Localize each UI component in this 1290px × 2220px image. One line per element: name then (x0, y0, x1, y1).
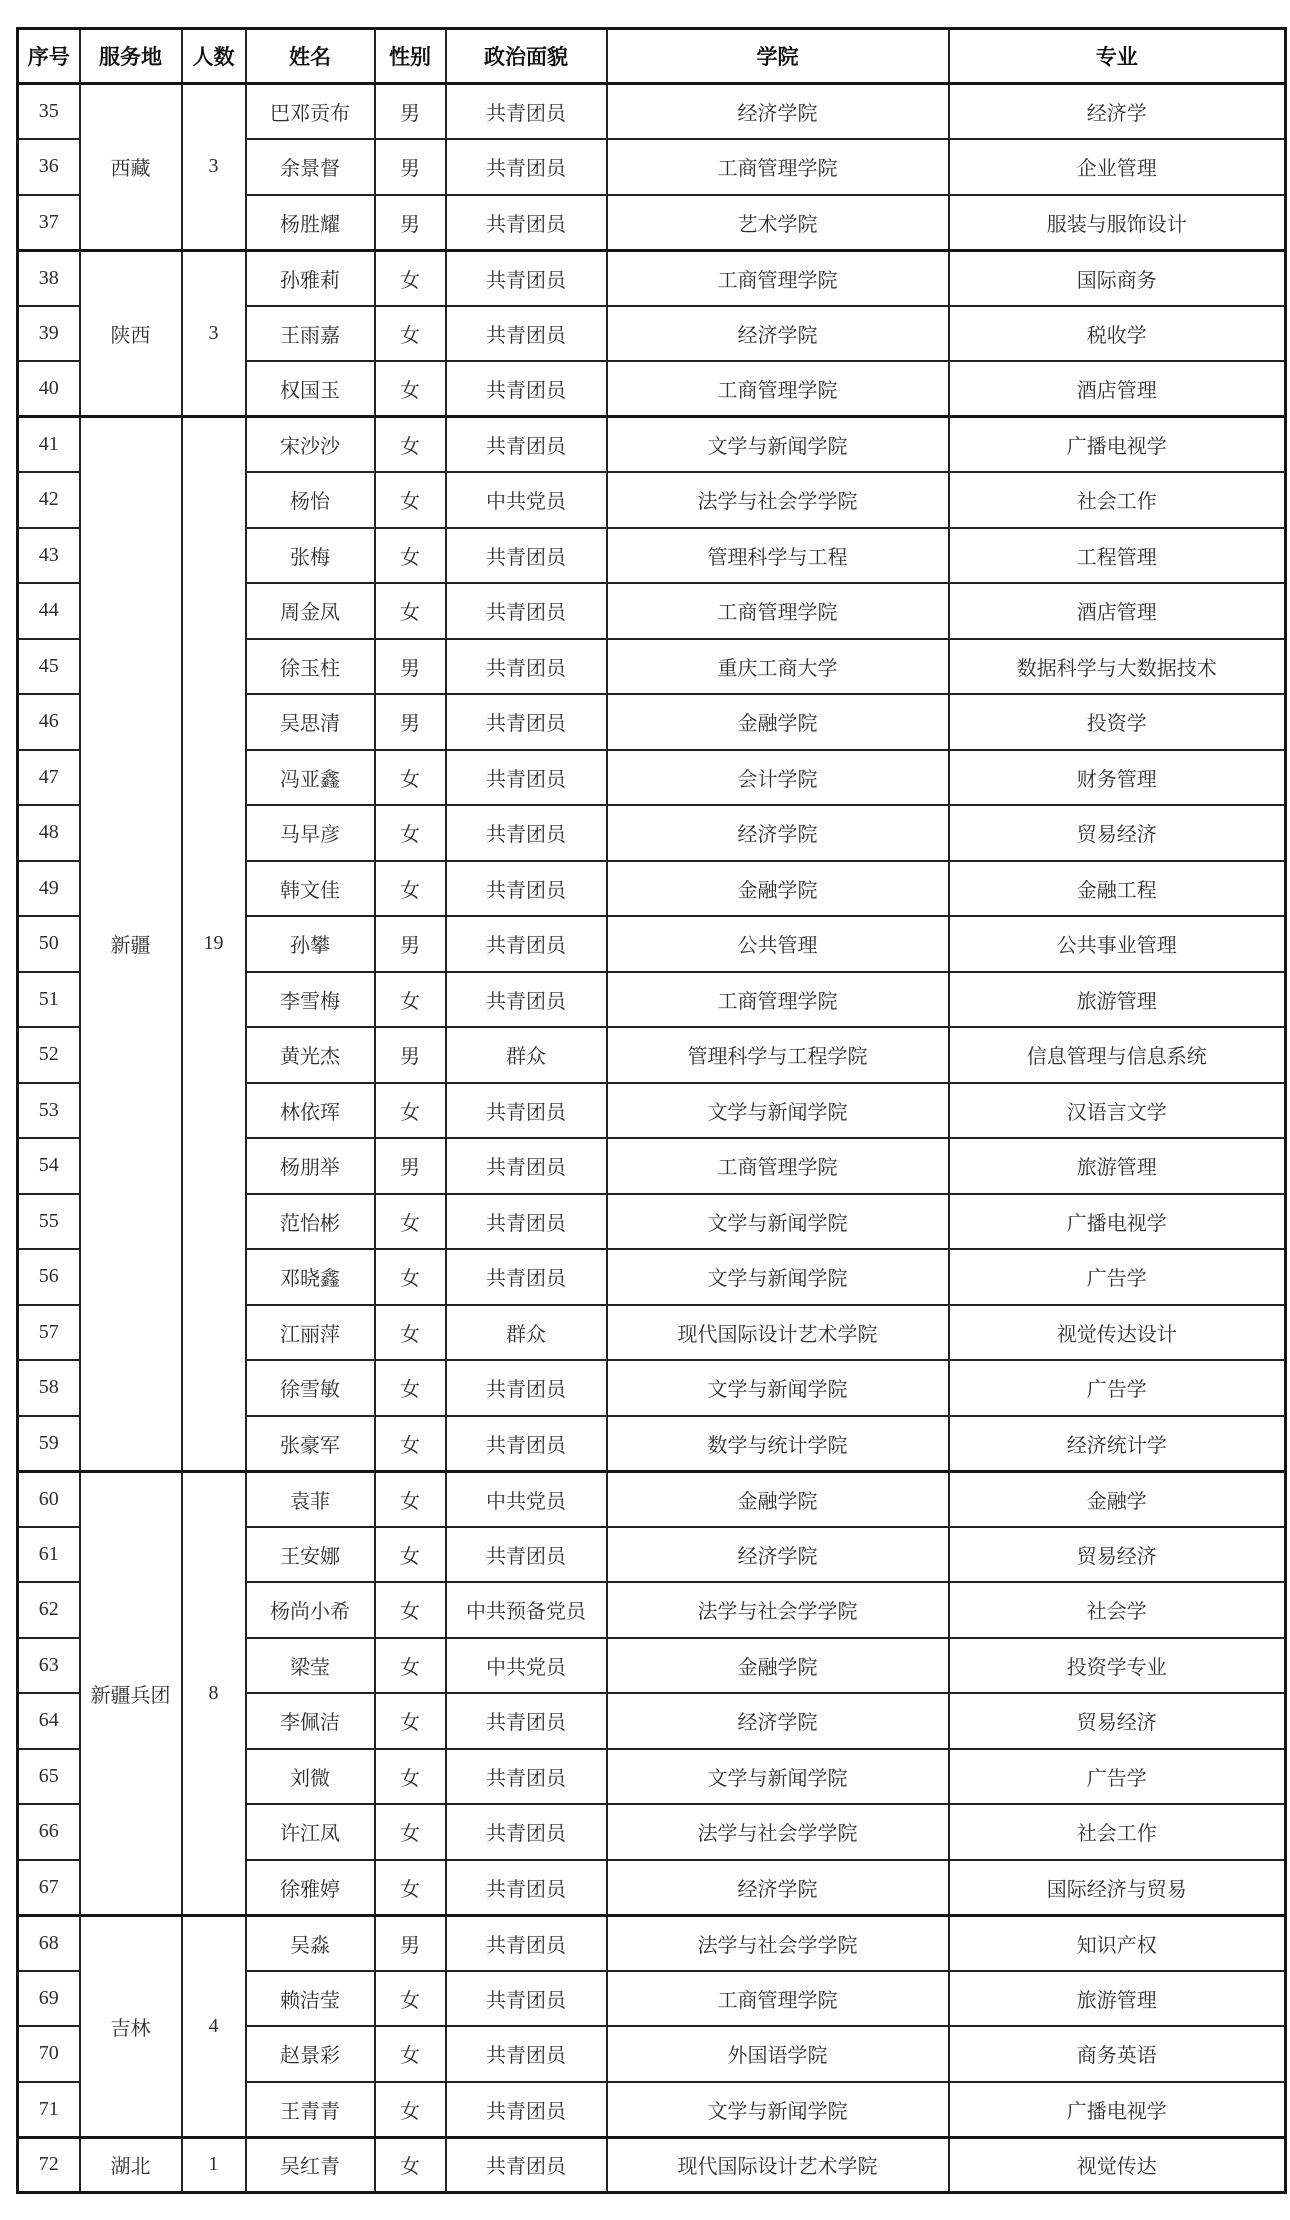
cell-name: 马早彦 (246, 805, 375, 861)
cell-politics: 群众 (446, 1027, 607, 1083)
cell-politics: 共青团员 (446, 1693, 607, 1749)
cell-region: 新疆兵团 (80, 1471, 182, 1915)
cell-college: 文学与新闻学院 (607, 417, 949, 473)
cell-gender: 男 (375, 916, 446, 972)
cell-gender: 女 (375, 1471, 446, 1527)
cell-gender: 女 (375, 1693, 446, 1749)
cell-college: 金融学院 (607, 861, 949, 917)
cell-gender: 女 (375, 1638, 446, 1694)
cell-gender: 女 (375, 2137, 446, 2193)
cell-major: 商务英语 (949, 2026, 1286, 2082)
cell-name: 周金凤 (246, 583, 375, 639)
cell-major: 视觉传达设计 (949, 1305, 1286, 1361)
cell-college: 经济学院 (607, 306, 949, 362)
cell-college: 现代国际设计艺术学院 (607, 2137, 949, 2193)
cell-major: 知识产权 (949, 1915, 1286, 1971)
cell-gender: 女 (375, 306, 446, 362)
cell-name: 权国玉 (246, 361, 375, 417)
header-major: 专业 (949, 29, 1286, 84)
cell-name: 梁莹 (246, 1638, 375, 1694)
cell-college: 外国语学院 (607, 2026, 949, 2082)
cell-politics: 共青团员 (446, 1860, 607, 1916)
cell-politics: 共青团员 (446, 84, 607, 140)
cell-major: 贸易经济 (949, 805, 1286, 861)
cell-college: 经济学院 (607, 1693, 949, 1749)
cell-college: 经济学院 (607, 805, 949, 861)
table-body (18, 84, 1286, 2193)
cell-college: 经济学院 (607, 1527, 949, 1583)
cell-politics: 共青团员 (446, 306, 607, 362)
cell-no: 70 (18, 2026, 80, 2082)
cell-name: 吴思清 (246, 694, 375, 750)
cell-no: 72 (18, 2137, 80, 2193)
cell-no: 68 (18, 1915, 80, 1971)
cell-college: 工商管理学院 (607, 1138, 949, 1194)
cell-region: 湖北 (80, 2137, 182, 2193)
cell-major: 汉语言文学 (949, 1083, 1286, 1139)
cell-gender: 女 (375, 1527, 446, 1583)
cell-politics: 共青团员 (446, 1416, 607, 1472)
cell-name: 林依珲 (246, 1083, 375, 1139)
cell-politics: 中共党员 (446, 1638, 607, 1694)
cell-gender: 女 (375, 1083, 446, 1139)
cell-major: 公共事业管理 (949, 916, 1286, 972)
cell-name: 李佩洁 (246, 1693, 375, 1749)
cell-name: 杨怡 (246, 472, 375, 528)
cell-gender: 女 (375, 1804, 446, 1860)
cell-major: 企业管理 (949, 139, 1286, 195)
cell-politics: 共青团员 (446, 1527, 607, 1583)
cell-name: 孙攀 (246, 916, 375, 972)
cell-name: 宋沙沙 (246, 417, 375, 473)
cell-name: 刘微 (246, 1749, 375, 1805)
cell-college: 管理科学与工程 (607, 528, 949, 584)
cell-major: 投资学专业 (949, 1638, 1286, 1694)
cell-college: 经济学院 (607, 1860, 949, 1916)
cell-major: 视觉传达 (949, 2137, 1286, 2193)
cell-politics: 共青团员 (446, 639, 607, 695)
cell-no: 43 (18, 528, 80, 584)
cell-politics: 共青团员 (446, 583, 607, 639)
cell-gender: 男 (375, 84, 446, 140)
cell-college: 管理科学与工程学院 (607, 1027, 949, 1083)
cell-major: 金融学 (949, 1471, 1286, 1527)
cell-name: 张梅 (246, 528, 375, 584)
cell-name: 王安娜 (246, 1527, 375, 1583)
cell-no: 45 (18, 639, 80, 695)
header-college: 学院 (607, 29, 949, 84)
cell-name: 韩文佳 (246, 861, 375, 917)
cell-politics: 共青团员 (446, 1249, 607, 1305)
cell-name: 许江凤 (246, 1804, 375, 1860)
cell-gender: 女 (375, 972, 446, 1028)
table-row (18, 250, 1286, 306)
cell-college: 现代国际设计艺术学院 (607, 1305, 949, 1361)
cell-gender: 男 (375, 1915, 446, 1971)
cell-name: 黄光杰 (246, 1027, 375, 1083)
cell-major: 金融工程 (949, 861, 1286, 917)
cell-major: 国际商务 (949, 250, 1286, 306)
table-row (18, 2137, 1286, 2193)
cell-major: 经济学 (949, 84, 1286, 140)
cell-college: 工商管理学院 (607, 972, 949, 1028)
cell-name: 徐雪敏 (246, 1360, 375, 1416)
cell-gender: 女 (375, 2082, 446, 2138)
cell-college: 工商管理学院 (607, 361, 949, 417)
cell-gender: 女 (375, 583, 446, 639)
cell-college: 重庆工商大学 (607, 639, 949, 695)
cell-major: 数据科学与大数据技术 (949, 639, 1286, 695)
cell-count: 19 (182, 417, 246, 1472)
cell-name: 范怡彬 (246, 1194, 375, 1250)
cell-no: 39 (18, 306, 80, 362)
cell-no: 41 (18, 417, 80, 473)
cell-college: 经济学院 (607, 84, 949, 140)
cell-college: 艺术学院 (607, 195, 949, 251)
cell-gender: 女 (375, 1305, 446, 1361)
cell-no: 49 (18, 861, 80, 917)
cell-politics: 共青团员 (446, 2137, 607, 2193)
cell-college: 工商管理学院 (607, 1971, 949, 2027)
cell-gender: 女 (375, 1194, 446, 1250)
cell-politics: 共青团员 (446, 1194, 607, 1250)
cell-politics: 共青团员 (446, 916, 607, 972)
cell-major: 广播电视学 (949, 417, 1286, 473)
cell-politics: 共青团员 (446, 2026, 607, 2082)
cell-politics: 共青团员 (446, 1138, 607, 1194)
header-count: 人数 (182, 29, 246, 84)
cell-region: 陕西 (80, 250, 182, 417)
cell-major: 广播电视学 (949, 1194, 1286, 1250)
cell-no: 48 (18, 805, 80, 861)
cell-count: 3 (182, 250, 246, 417)
cell-politics: 共青团员 (446, 195, 607, 251)
cell-gender: 男 (375, 195, 446, 251)
cell-major: 社会学 (949, 1582, 1286, 1638)
cell-no: 59 (18, 1416, 80, 1472)
cell-no: 51 (18, 972, 80, 1028)
cell-no: 53 (18, 1083, 80, 1139)
cell-college: 文学与新闻学院 (607, 2082, 949, 2138)
cell-no: 65 (18, 1749, 80, 1805)
cell-name: 王青青 (246, 2082, 375, 2138)
cell-major: 旅游管理 (949, 972, 1286, 1028)
cell-gender: 女 (375, 1582, 446, 1638)
table-row (18, 1915, 1286, 1971)
cell-college: 文学与新闻学院 (607, 1749, 949, 1805)
cell-gender: 女 (375, 1860, 446, 1916)
cell-major: 贸易经济 (949, 1693, 1286, 1749)
cell-region: 新疆 (80, 417, 182, 1472)
cell-politics: 中共预备党员 (446, 1582, 607, 1638)
cell-name: 巴邓贡布 (246, 84, 375, 140)
cell-no: 44 (18, 583, 80, 639)
cell-count: 1 (182, 2137, 246, 2193)
header-name: 姓名 (246, 29, 375, 84)
cell-college: 法学与社会学学院 (607, 1804, 949, 1860)
cell-name: 赵景彩 (246, 2026, 375, 2082)
cell-no: 64 (18, 1693, 80, 1749)
cell-major: 信息管理与信息系统 (949, 1027, 1286, 1083)
cell-major: 广告学 (949, 1360, 1286, 1416)
cell-politics: 中共党员 (446, 472, 607, 528)
cell-no: 55 (18, 1194, 80, 1250)
cell-college: 公共管理 (607, 916, 949, 972)
cell-college: 金融学院 (607, 694, 949, 750)
cell-no: 71 (18, 2082, 80, 2138)
cell-politics: 共青团员 (446, 528, 607, 584)
cell-politics: 共青团员 (446, 1804, 607, 1860)
header-row (18, 29, 1286, 84)
cell-no: 46 (18, 694, 80, 750)
cell-region: 吉林 (80, 1915, 182, 2137)
cell-gender: 男 (375, 1027, 446, 1083)
cell-name: 赖洁莹 (246, 1971, 375, 2027)
cell-no: 58 (18, 1360, 80, 1416)
cell-no: 37 (18, 195, 80, 251)
cell-politics: 共青团员 (446, 250, 607, 306)
cell-name: 邓晓鑫 (246, 1249, 375, 1305)
cell-gender: 女 (375, 1749, 446, 1805)
cell-no: 69 (18, 1971, 80, 2027)
cell-politics: 共青团员 (446, 805, 607, 861)
cell-major: 投资学 (949, 694, 1286, 750)
cell-politics: 共青团员 (446, 861, 607, 917)
cell-gender: 女 (375, 1360, 446, 1416)
cell-politics: 共青团员 (446, 694, 607, 750)
cell-no: 36 (18, 139, 80, 195)
cell-no: 61 (18, 1527, 80, 1583)
cell-no: 62 (18, 1582, 80, 1638)
cell-politics: 共青团员 (446, 1360, 607, 1416)
cell-major: 工程管理 (949, 528, 1286, 584)
cell-politics: 共青团员 (446, 1083, 607, 1139)
cell-no: 50 (18, 916, 80, 972)
cell-college: 金融学院 (607, 1471, 949, 1527)
cell-politics: 共青团员 (446, 139, 607, 195)
cell-politics: 共青团员 (446, 417, 607, 473)
cell-major: 酒店管理 (949, 361, 1286, 417)
cell-college: 文学与新闻学院 (607, 1083, 949, 1139)
cell-no: 52 (18, 1027, 80, 1083)
header-no: 序号 (18, 29, 80, 84)
cell-count: 4 (182, 1915, 246, 2137)
cell-count: 3 (182, 84, 246, 251)
cell-no: 40 (18, 361, 80, 417)
roster-table (16, 27, 1287, 2194)
header-politics: 政治面貌 (446, 29, 607, 84)
cell-no: 60 (18, 1471, 80, 1527)
cell-gender: 女 (375, 805, 446, 861)
cell-major: 广告学 (949, 1249, 1286, 1305)
cell-politics: 共青团员 (446, 750, 607, 806)
cell-name: 孙雅莉 (246, 250, 375, 306)
cell-name: 徐雅婷 (246, 1860, 375, 1916)
cell-politics: 共青团员 (446, 972, 607, 1028)
cell-gender: 男 (375, 639, 446, 695)
cell-no: 47 (18, 750, 80, 806)
cell-gender: 女 (375, 750, 446, 806)
table-row (18, 84, 1286, 140)
cell-gender: 男 (375, 1138, 446, 1194)
cell-college: 会计学院 (607, 750, 949, 806)
cell-name: 王雨嘉 (246, 306, 375, 362)
cell-no: 63 (18, 1638, 80, 1694)
cell-no: 66 (18, 1804, 80, 1860)
cell-name: 李雪梅 (246, 972, 375, 1028)
cell-major: 贸易经济 (949, 1527, 1286, 1583)
cell-college: 文学与新闻学院 (607, 1360, 949, 1416)
cell-major: 经济统计学 (949, 1416, 1286, 1472)
cell-college: 法学与社会学学院 (607, 472, 949, 528)
cell-no: 57 (18, 1305, 80, 1361)
cell-name: 张豪军 (246, 1416, 375, 1472)
cell-no: 38 (18, 250, 80, 306)
cell-name: 吴淼 (246, 1915, 375, 1971)
cell-major: 财务管理 (949, 750, 1286, 806)
cell-major: 酒店管理 (949, 583, 1286, 639)
cell-major: 广播电视学 (949, 2082, 1286, 2138)
cell-region: 西藏 (80, 84, 182, 251)
cell-gender: 男 (375, 139, 446, 195)
cell-major: 税收学 (949, 306, 1286, 362)
cell-major: 社会工作 (949, 1804, 1286, 1860)
cell-politics: 群众 (446, 1305, 607, 1361)
cell-college: 工商管理学院 (607, 583, 949, 639)
cell-gender: 女 (375, 1971, 446, 2027)
cell-politics: 共青团员 (446, 1749, 607, 1805)
cell-college: 金融学院 (607, 1638, 949, 1694)
cell-major: 社会工作 (949, 472, 1286, 528)
cell-name: 江丽萍 (246, 1305, 375, 1361)
cell-name: 袁菲 (246, 1471, 375, 1527)
cell-gender: 女 (375, 417, 446, 473)
cell-name: 徐玉柱 (246, 639, 375, 695)
cell-gender: 女 (375, 1249, 446, 1305)
cell-major: 旅游管理 (949, 1138, 1286, 1194)
table-row (18, 417, 1286, 473)
cell-gender: 女 (375, 1416, 446, 1472)
cell-college: 文学与新闻学院 (607, 1194, 949, 1250)
cell-politics: 中共党员 (446, 1471, 607, 1527)
table-row (18, 1471, 1286, 1527)
cell-college: 工商管理学院 (607, 139, 949, 195)
cell-college: 法学与社会学学院 (607, 1582, 949, 1638)
cell-major: 国际经济与贸易 (949, 1860, 1286, 1916)
cell-politics: 共青团员 (446, 1971, 607, 2027)
cell-politics: 共青团员 (446, 361, 607, 417)
cell-no: 67 (18, 1860, 80, 1916)
cell-college: 数学与统计学院 (607, 1416, 949, 1472)
cell-no: 54 (18, 1138, 80, 1194)
cell-gender: 女 (375, 472, 446, 528)
cell-no: 35 (18, 84, 80, 140)
cell-gender: 女 (375, 861, 446, 917)
cell-name: 杨尚小希 (246, 1582, 375, 1638)
cell-gender: 女 (375, 250, 446, 306)
header-gender: 性别 (375, 29, 446, 84)
cell-college: 文学与新闻学院 (607, 1249, 949, 1305)
cell-major: 广告学 (949, 1749, 1286, 1805)
cell-name: 杨朋举 (246, 1138, 375, 1194)
cell-politics: 共青团员 (446, 1915, 607, 1971)
cell-gender: 女 (375, 528, 446, 584)
cell-no: 56 (18, 1249, 80, 1305)
cell-major: 服装与服饰设计 (949, 195, 1286, 251)
cell-name: 余景督 (246, 139, 375, 195)
cell-gender: 女 (375, 2026, 446, 2082)
cell-politics: 共青团员 (446, 2082, 607, 2138)
cell-gender: 男 (375, 694, 446, 750)
cell-name: 冯亚鑫 (246, 750, 375, 806)
cell-major: 旅游管理 (949, 1971, 1286, 2027)
cell-name: 吴红青 (246, 2137, 375, 2193)
cell-gender: 女 (375, 361, 446, 417)
cell-name: 杨胜耀 (246, 195, 375, 251)
cell-college: 法学与社会学学院 (607, 1915, 949, 1971)
header-region: 服务地 (80, 29, 182, 84)
cell-no: 42 (18, 472, 80, 528)
cell-count: 8 (182, 1471, 246, 1915)
cell-college: 工商管理学院 (607, 250, 949, 306)
